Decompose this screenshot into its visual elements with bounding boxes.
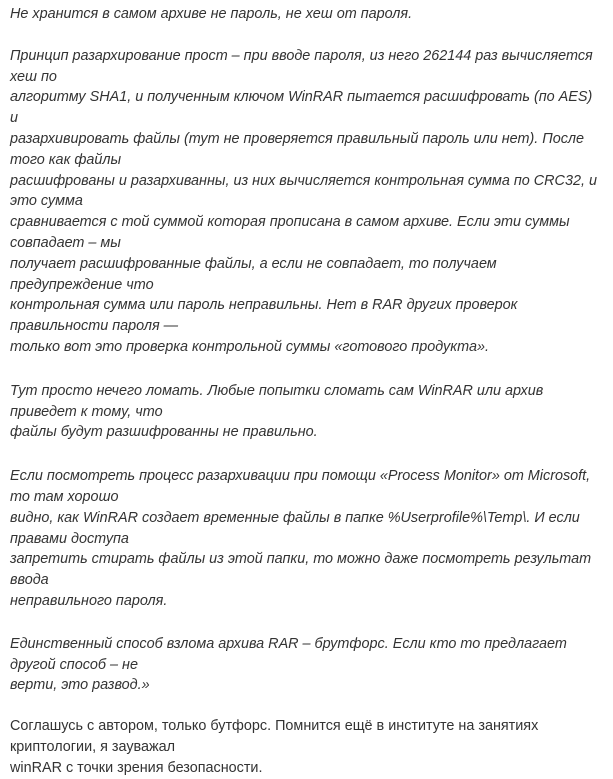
quote-paragraph-5: Единственный способ взлома архива RAR – брутфорс. Если кто то предлагает другой способ – не верти, это развод.» (10, 635, 567, 694)
quote-paragraph-2: Принцип разархирование прост – при вводе пароля, из него 262144 раз вычисляется хеш по алгоритму SHA1, и полученным ключом WinRAR пытается расшифровать (по AES) и разархивировать файлы (тут не проверяется правильный пароль или нет). После того как файлы расшифрованы и разархиванны, из них вычисляется контрольная сумма по CRC32, и это сумма сравнивается с той суммой которая прописана в самом архиве. Если эти суммы совпадает – мы получает расшифрованные файлы, а если не совпадает, то получаем предупреждение что контрольная сумма или пароль неправильны. Нет в RAR других проверок правильности пароля — только вот это проверка контрольной суммы «готового продукта». (10, 47, 597, 355)
reply-paragraph: Соглашусь с автором, только бутфорс. Помнится ещё в институте на занятиях криптологии, я зауважал winRAR с точки зрения безопасности. (10, 718, 539, 776)
quote-paragraph-4: Если посмотреть процесс разархивации при помощи «Process Monitor» от Microsoft, то там хорошо видно, как WinRAR создает временные файлы в папке %Userprofile%\Temp\. И если правами доступа запретить стирать файлы из этой папки, то можно даже посмотреть результат ввода неправильного пароля. (10, 468, 592, 609)
quote-paragraph-3: Тут просто нечего ломать. Любые попытки сломать сам WinRAR или архив приведет к тому, что файлы будут разшифрованны не правильно. (10, 382, 544, 441)
quote-paragraph-1: Не хранится в самом архиве не пароль, не хеш от пароля. (10, 6, 413, 22)
